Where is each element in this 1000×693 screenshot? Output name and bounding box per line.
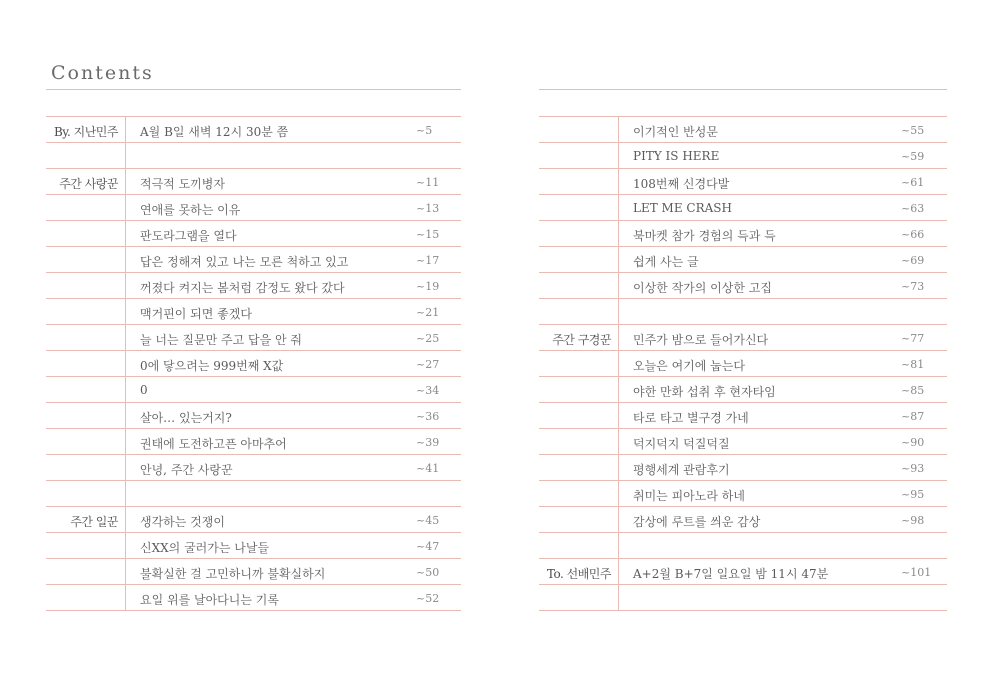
page-number: ~25 [416,332,440,345]
entry-title: A월 B일 새벽 12시 30분 쯤 [140,125,289,139]
page-number: ~41 [416,462,440,475]
entry-title: 108번째 신경다발 [633,177,730,191]
toc-row [539,532,947,558]
page-number: ~13 [416,202,440,215]
entry-title: 0 [140,383,148,397]
toc-row [46,402,461,428]
toc-left-column [46,89,461,611]
toc-row [539,194,947,220]
entry-title: 판도라그램을 열다 [140,229,237,243]
toc-row [539,428,947,454]
page-number: ~81 [901,358,925,371]
toc-row [539,480,947,506]
page-title: Contents [51,62,154,84]
toc-row [539,246,947,272]
toc-row [539,168,947,194]
toc-row [539,220,947,246]
page-number: ~66 [901,228,925,241]
entry-title: 감상에 루트를 씌운 감상 [633,515,761,529]
entry-title: 덕지덕지 덕질덕질 [633,437,730,451]
page-number: ~19 [416,280,440,293]
page-number: ~21 [416,306,440,319]
page-number: ~39 [416,436,440,449]
page-number: ~55 [901,124,925,137]
toc-row [46,350,461,376]
toc-row [539,584,947,611]
toc-row [46,246,461,272]
page-number: ~90 [901,436,925,449]
entry-title: A+2월 B+7일 일요일 밤 11시 47분 [633,567,829,581]
toc-right-column [539,89,947,611]
toc-row [46,324,461,350]
toc-rows [539,116,947,611]
entry-title: 답은 정해져 있고 나는 모른 척하고 있고 [140,255,349,269]
entry-title: LET ME CRASH [633,201,732,215]
entry-title: 늘 너는 질문만 주고 답을 안 줘 [140,333,302,347]
page-number: ~69 [901,254,925,267]
entry-title: 이상한 작가의 이상한 고집 [633,281,772,295]
page-number: ~87 [901,410,925,423]
entry-title: 취미는 피아노라 하네 [633,489,745,503]
page-number: ~36 [416,410,440,423]
page-number: ~52 [416,592,440,605]
page-number: ~77 [901,332,925,345]
entry-title: PITY IS HERE [633,149,720,163]
entry-title: 북마켓 참가 경험의 득과 득 [633,229,776,243]
page-number: ~11 [416,176,440,189]
toc-row [46,558,461,584]
toc-row [539,558,947,584]
entry-title: 생각하는 것쟁이 [140,515,225,529]
entry-title: 평행세계 관람후기 [633,463,730,477]
toc-row [539,402,947,428]
toc-row [46,194,461,220]
toc-row [539,350,947,376]
entry-title: 불확실한 걸 고민하니까 불확실하지 [140,567,326,581]
page-number: ~47 [416,540,440,553]
toc-row [46,584,461,611]
section-label: 주간 사랑꾼 [59,177,118,191]
entry-title: 야한 만화 섭취 후 현자타임 [633,385,776,399]
toc-row [46,428,461,454]
section-label: By. 지난민주 [53,125,118,139]
toc-row [539,272,947,298]
page-number: ~5 [416,124,433,137]
toc-row [46,220,461,246]
page-number: ~63 [901,202,925,215]
section-label: 주간 구경꾼 [552,333,611,347]
page-number: ~73 [901,280,925,293]
toc-row [46,168,461,194]
entry-title: 0에 닿으려는 999번째 X값 [140,359,284,373]
toc-row [46,376,461,402]
entry-title: 살아… 있는거지? [140,411,232,425]
toc-row [539,506,947,532]
entry-title: 연애를 못하는 이유 [140,203,241,217]
page-number: ~101 [901,566,932,579]
page-number: ~45 [416,514,440,527]
toc-row [46,272,461,298]
page-number: ~15 [416,228,440,241]
page-number: ~61 [901,176,925,189]
entry-title: 요일 위를 날아다니는 기록 [140,593,279,607]
toc-row [539,116,947,142]
entry-title: 권태에 도전하고픈 아마추어 [140,437,287,451]
entry-title: 오늘은 여기에 눕는다 [633,359,745,373]
toc-row [46,506,461,532]
toc-row [539,454,947,480]
entry-title: 꺼졌다 켜지는 봄처럼 감정도 왔다 갔다 [140,281,345,295]
toc-row [539,142,947,168]
section-label: To. 선배민주 [546,567,611,581]
entry-title: 쉽게 사는 글 [633,255,699,269]
page-number: ~59 [901,150,925,163]
page-number: ~95 [901,488,925,501]
entry-title: 안녕, 주간 사랑꾼 [140,463,233,477]
page-number: ~93 [901,462,925,475]
page-number: ~50 [416,566,440,579]
entry-title: 이기적인 반성문 [633,125,718,139]
toc-rows [46,116,461,611]
toc-row [539,298,947,324]
page-number: ~85 [901,384,925,397]
entry-title: 타로 타고 별구경 가네 [633,411,749,425]
toc-row [46,142,461,168]
section-label: 주간 일꾼 [70,515,118,529]
toc-row [539,324,947,350]
toc-row [539,376,947,402]
toc-row [46,116,461,142]
toc-row [46,298,461,324]
toc-row [46,532,461,558]
toc-row [46,454,461,480]
page-number: ~34 [416,384,440,397]
page-number: ~27 [416,358,440,371]
page-number: ~17 [416,254,440,267]
entry-title: 민주가 밤으로 들어가신다 [633,333,769,347]
entry-title: 신XX의 굴러가는 나날들 [140,541,270,555]
toc-row [46,480,461,506]
entry-title: 적극적 도끼병자 [140,177,225,191]
page-number: ~98 [901,514,925,527]
entry-title: 맥거핀이 되면 좋겠다 [140,307,252,321]
